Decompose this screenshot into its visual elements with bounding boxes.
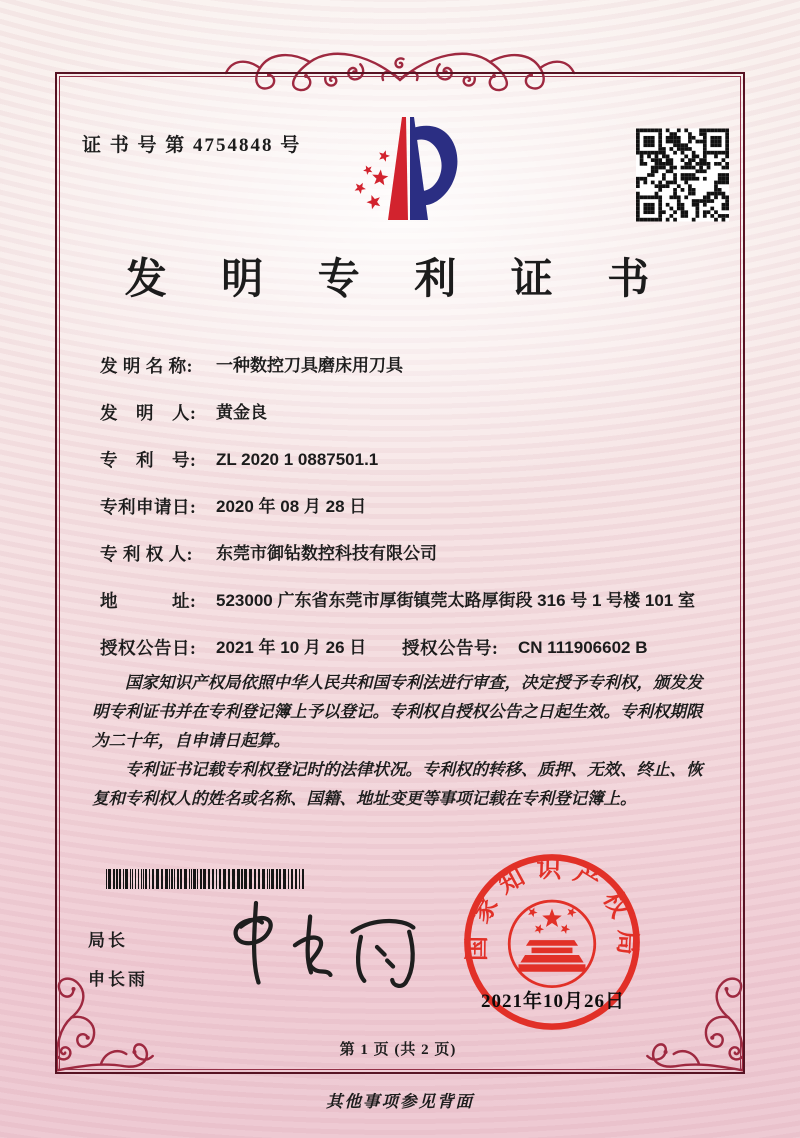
seal-date: 2021年10月26日	[480, 991, 625, 1012]
field-label: 发 明 人:	[100, 403, 197, 423]
director-handwritten-signature	[212, 892, 432, 1002]
field-value: 2021 年 10 月 26 日	[216, 638, 367, 657]
legal-paragraph-2: 专利证书记载专利权登记时的法律状况。专利权的转移、质押、无效、终止、恢复和专利权人的姓名或名称、国籍、地址变更等事项记载在专利登记簿上。	[92, 760, 703, 808]
field-label: 专 利 权 人:	[100, 544, 193, 564]
cnipa-logo-icon	[344, 112, 464, 240]
field-grant-row	[100, 634, 718, 662]
signer-title: 局长	[88, 931, 128, 950]
field-label: 地 址:	[100, 591, 197, 611]
field-grant-number	[402, 634, 648, 662]
legal-text	[92, 668, 714, 813]
field-inventor	[100, 399, 718, 427]
field-value: 523000 广东省东莞市厚街镇莞太路厚街段 316 号 1 号楼 101 室	[216, 591, 695, 610]
certificate-number: 证 书 号 第 4754848 号	[82, 135, 302, 156]
field-value: 黄金良	[216, 403, 267, 422]
field-patentee	[100, 540, 718, 568]
field-label: 授权公告号:	[402, 638, 499, 658]
field-application-date	[100, 493, 718, 521]
field-label: 授权公告日:	[100, 638, 197, 658]
legal-paragraph-1: 国家知识产权局依照中华人民共和国专利法进行审查，决定授予专利权，颁发发明专利证书并在专利登记簿上予以登记。专利权自授权公告之日起生效。专利权期限为二十年，自申请日起算。	[92, 673, 703, 750]
field-grant-date	[100, 634, 402, 662]
field-value: CN 111906602 B	[518, 638, 648, 657]
field-invention-name	[100, 352, 718, 380]
field-label: 发 明 名 称:	[100, 356, 193, 376]
field-value: 2020 年 08 月 28 日	[216, 497, 367, 516]
svg-text:国家知识产权局: 国家知识产权局	[463, 855, 641, 966]
qr-code-icon	[636, 127, 729, 223]
field-label: 专利申请日:	[100, 497, 197, 517]
signer-name: 申长雨	[88, 970, 148, 989]
barcode-icon	[106, 869, 308, 889]
field-patent-number	[100, 446, 718, 474]
field-address	[100, 587, 718, 615]
signer-block	[88, 926, 148, 1004]
field-value: 一种数控刀具磨床用刀具	[216, 356, 403, 375]
field-value: 东莞市御钻数控科技有限公司	[216, 544, 437, 563]
certificate-title: 发 明 专 利 证 书	[124, 257, 672, 303]
field-value: ZL 2020 1 0887501.1	[216, 450, 379, 469]
field-label: 专 利 号:	[100, 450, 197, 470]
back-side-note: 其他事项参见背面	[326, 1092, 474, 1111]
page-number: 第 1 页 (共 2 页)	[339, 1042, 457, 1058]
certificate-fields	[100, 352, 718, 662]
